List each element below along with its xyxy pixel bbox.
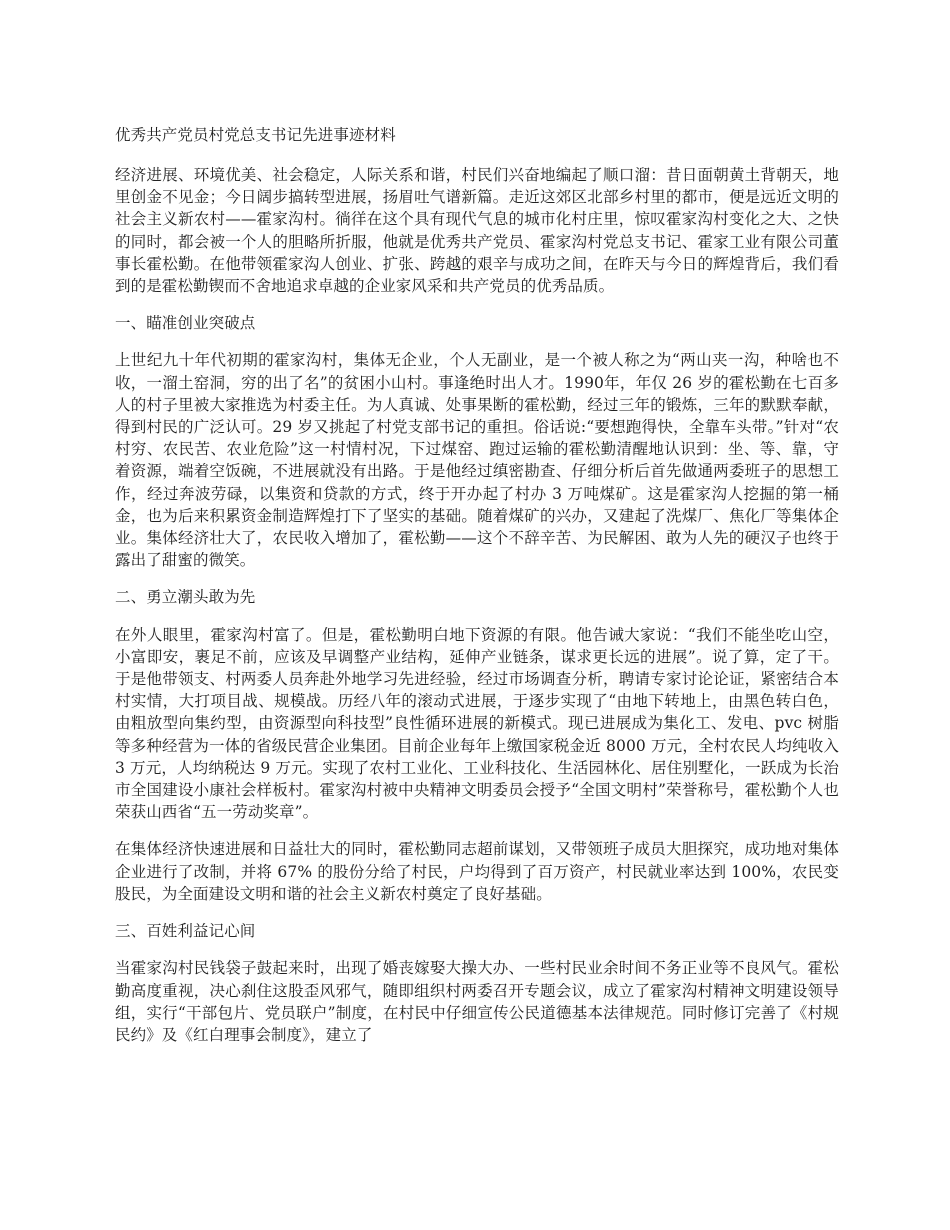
intro-paragraph: 经济进展、环境优美、社会稳定，人际关系和谐，村民们兴奋地编起了顺口溜：昔日面朝黄土背朝天，地里创金不见金；今日阔步搞转型进展，扬眉吐气谱新篇。走近这郊区北部乡村里的都市，便是远近文明的社会主义新农村——霍家沟村。徜徉在这个具有现代气息的城市化村庄里，惊叹霍家沟村变化之大、之快的同时，都会被一个人的胆略所折服，他就是优秀共产党员、霍家沟村党总支书记、霍家工业有限公司董事长霍松勤。在他带领霍家沟人创业、扩张、跨越的艰辛与成功之间，在昨天与今日的辉煌背后，我们看到的是霍松勤锲而不舍地追求卓越的企业家风采和共产党员的优秀品质。	[115, 166, 839, 296]
section-heading-2: 二、勇立潮头敢为先	[115, 588, 256, 607]
section-1-paragraph: 上世纪九十年代初期的霍家沟村，集体无企业，个人无副业，是一个被人称之为“两山夹一沟，种啥也不收，一溜土窑洞，穷的出了名”的贫困小山村。事逢绝时出人才。1990年，年仅 26 岁的霍松勤在七百多人的村子里被大家推选为村委主任。为人真诚、处事果断的霍松勤，经过三年的锻炼，三年的默默奉献，得到村民的广泛认可。29 岁又挑起了村党支部书记的重担。俗话说:“要想跑得快，全靠车头带。”针对“农村穷、农民苦、农业危险”这一村情村况，下过煤窑、跑过运输的霍松勤清醒地认识到：坐、等、靠，守着资源，端着空饭碗，不进展就没有出路。于是他经过缜密勘查、仔细分析后首先做通两委班子的思想工作，经过奔波劳碌，以集资和贷款的方式，终于开办起了村办 3 万吨煤矿。这是霍家沟人挖掘的第一桶金，也为后来积累资金制造辉煌打下了坚实的基础。随着煤矿的兴办，又建起了洗煤厂、焦化厂等集体企业。集体经济壮大了，农民收入增加了，霍松勤——这个不辞辛苦、为民解困、敢为人先的硬汉子也终于露出了甜蜜的微笑。	[115, 351, 839, 570]
section-2-paragraph-1: 在外人眼里，霍家沟村富了。但是，霍松勤明白地下资源的有限。他告诫大家说：“我们不能坐吃山空，小富即安，裹足不前，应该及早调整产业结构，延伸产业链条，谋求更长远的进展”。说了算，定了干。于是他带领支、村两委人员奔赴外地学习先进经验，经过市场调查分析，聘请专家讨论论证，紧密结合本村实情，大打项目战、规模战。历经八年的滚动式进展，于逐步实现了“由地下转地上，由黑色转白色，由粗放型向集约型，由资源型向科技型”良性循环进展的新模式。现已进展成为集化工、发电、pvc 树脂等多种经营为一体的省级民营企业集团。目前企业每年上缴国家税金近 8000 万元，全村农民人均纯收入 3 万元，人均纳税达 9 万元。实现了农村工业化、工业科技化、生活园林化、居住别墅化，一跃成为长治市全国建设小康社会样板村。霍家沟村被中央精神文明委员会授予“全国文明村”荣誉称号，霍松勤个人也荣获山西省“五一劳动奖章”。	[115, 625, 839, 822]
section-3-paragraph: 当霍家沟村民钱袋子鼓起来时，出现了婚丧嫁娶大操大办、一些村民业余时间不务正业等不良风气。霍松勤高度重视，决心刹住这股歪风邪气，随即组织村两委召开专题会议，成立了霍家沟村精神文明建设领导组，实行“干部包片、党员联户”制度，在村民中仔细宣传公民道德基本法律规范。同时修订完善了《村规民约》及《红白理事会制度》，建立了	[115, 959, 839, 1044]
section-heading-3: 三、百姓利益记心间	[115, 922, 256, 941]
section-2-paragraph-2: 在集体经济快速进展和日益壮大的同时，霍松勤同志超前谋划，又带领班子成员大胆探究，成功地对集体企业进行了改制，并将 67% 的股份分给了村民，户均得到了百万资产，村民就业率达到 100%，农民变股民，为全面建设文明和谐的社会主义新农村奠定了良好基础。	[115, 840, 839, 903]
document-page	[115, 124, 839, 1061]
document-title: 优秀共产党员村党总支书记先进事迹材料	[115, 126, 396, 144]
section-heading-1: 一、瞄准创业突破点	[115, 314, 256, 333]
